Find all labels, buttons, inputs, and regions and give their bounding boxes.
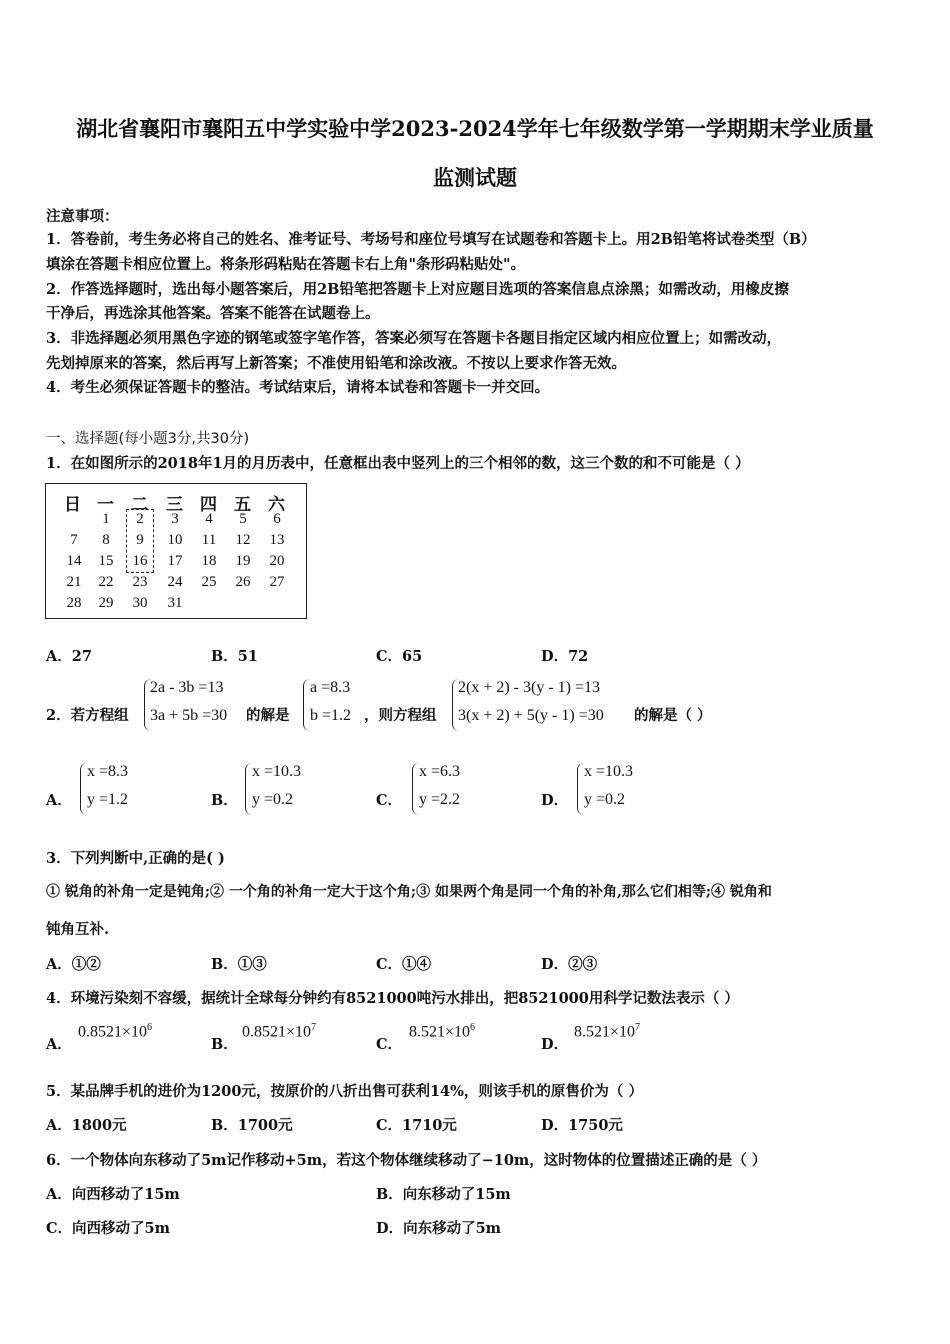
calendar-day: 14 (66, 553, 82, 569)
q1-stem: 1．在如图所示的2018年1月的月历表中，任意框出表中竖列上的三个相邻的数，这三个数的和不可能是（ ） (46, 455, 750, 472)
q2-text: ，则方程组 (364, 707, 437, 724)
q2-equation: b =1.2 (310, 707, 352, 724)
q2-option-label: C． (376, 792, 403, 809)
q2-option-label: D． (541, 792, 569, 809)
notice-line: 干净后，再选涂其他答案。答案不能答在试题卷上。 (46, 305, 380, 322)
q2-equation: 3(x + 2) + 5(y - 1) =30 (458, 707, 604, 724)
q4-option-label: B． (211, 1036, 238, 1053)
calendar-day: 7 (70, 532, 78, 548)
q5-option-d: D．1750元 (541, 1117, 623, 1134)
calendar-day: 8 (102, 532, 110, 548)
notice-heading: 注意事项： (46, 209, 119, 225)
q6-option-c: C．向西移动了5m (46, 1220, 170, 1237)
calendar-day: 23 (132, 574, 148, 590)
q2-option-d: x =10.3 (584, 763, 634, 780)
q3-option-d: D．②③ (541, 956, 598, 973)
q2-option-a: y =1.2 (87, 791, 129, 808)
calendar-day: 4 (205, 511, 213, 527)
q4-option-a: $0.8521\times 10^6$ (78, 1022, 153, 1041)
calendar-day: 30 (132, 595, 148, 611)
calendar-day: 27 (269, 574, 285, 590)
calendar-day: 13 (269, 532, 285, 548)
calendar-day: 9 (136, 532, 144, 548)
calendar-day: 1 (102, 511, 110, 527)
q4-option-b: $0.8521\times 10^7$ (242, 1022, 317, 1041)
q2-option-label: A． (46, 792, 72, 809)
notice-line: 先划掉原来的答案，然后再写上新答案；不准使用铅笔和涂改液。不按以上要求作答无效。 (46, 355, 626, 372)
calendar-header: 二 (131, 495, 148, 515)
calendar-day: 26 (235, 574, 251, 590)
q5-option-b: B．1700元 (211, 1117, 293, 1134)
q4-option-label: C． (376, 1036, 403, 1053)
calendar-day: 19 (235, 553, 251, 569)
calendar-day: 10 (167, 532, 183, 548)
q2-option-label: B． (211, 792, 238, 809)
q6-option-d: D．向东移动了5m (376, 1220, 502, 1237)
q4-option-label: A． (46, 1036, 72, 1053)
notice-line: 4．考生必须保证答题卡的整洁。考试结束后，请将本试卷和答题卡一并交回。 (46, 379, 550, 396)
q2-option-d: y =0.2 (584, 791, 626, 808)
calendar-day: 29 (98, 595, 114, 611)
q2-prefix: 2．若方程组 (46, 707, 129, 724)
calendar-day: 17 (167, 553, 183, 569)
q2-equation: 2a - 3b =13 (150, 679, 224, 696)
q3-stem: 3．下列判断中,正确的是( ) (46, 850, 225, 867)
calendar-day: 15 (98, 553, 114, 569)
q2-equation: a =8.3 (310, 679, 351, 696)
q4-option-label: D． (541, 1036, 569, 1053)
calendar-day: 12 (235, 532, 251, 548)
calendar-day: 24 (167, 574, 183, 590)
calendar-day: 25 (201, 574, 217, 590)
calendar-day: 18 (201, 553, 217, 569)
calendar-day: 11 (201, 532, 217, 548)
calendar-header: 一 (97, 495, 114, 515)
q2-option-c: y =2.2 (419, 791, 461, 808)
q2-option-c: x =6.3 (419, 763, 461, 780)
q2-option-a: x =8.3 (87, 763, 129, 780)
q1-option-a: A．27 (46, 648, 92, 665)
notice-line: 1．答卷前，考生务必将自己的姓名、准考证号、考场号和座位号填写在试题卷和答题卡上。用2B铅笔将试卷类型（B） (46, 231, 816, 248)
q4-stem: 4．环境污染刻不容缓，据统计全球每分钟约有8521000吨污水排出，把8521000用科学记数法表示（ ） (46, 990, 739, 1007)
q1-option-d: D．72 (541, 648, 589, 665)
calendar-header: 六 (268, 495, 285, 515)
notice-line: 3．非选择题必须用黑色字迹的钢笔或签字笔作答，答案必须写在答题卡各题目指定区域内相应位置上；如需改动， (46, 330, 782, 347)
q3-option-a: A．①② (46, 956, 101, 973)
calendar-day: 28 (66, 595, 82, 611)
calendar-day: 20 (269, 553, 285, 569)
calendar-day: 22 (98, 574, 114, 590)
q5-option-c: C．1710元 (376, 1117, 457, 1134)
q4-option-d: $8.521\times 10^7$ (574, 1022, 641, 1041)
q2-suffix: 的解是（ ） (634, 707, 712, 724)
calendar-day: 3 (171, 511, 179, 527)
q6-stem: 6．一个物体向东移动了5m记作移动+5m，若这个物体继续移动了−10m，这时物体的位置描述正确的是（ ） (46, 1152, 767, 1169)
section-heading: 一、选择题(每小题3分,共30分) (46, 431, 250, 447)
notice-line: 填涂在答题卡相应位置上。将条形码粘贴在答题卡右上角"条形码粘贴处"。 (46, 256, 526, 273)
q3-statements: 钝角互补. (46, 921, 110, 938)
notice-line: 2．作答选择题时，选出每小题答案后，用2B铅笔把答题卡上对应题目选项的答案信息点涂黑；如需改动，用橡皮擦 (46, 281, 789, 298)
calendar-header: 四 (200, 495, 217, 515)
calendar-header: 日 (64, 495, 81, 515)
q5-stem: 5．某品牌手机的进价为1200元，按原价的八折出售可获利14%，则该手机的原售价为（ ） (46, 1083, 643, 1100)
exam-title-line1: 湖北省襄阳市襄阳五中学实验中学2023-2024学年七年级数学第一学期期末学业质量 (76, 116, 874, 141)
q2-option-b: x =10.3 (252, 763, 302, 780)
q4-option-c: $8.521\times 10^6$ (409, 1022, 476, 1041)
q2-text: 的解是 (246, 707, 290, 724)
q2-equation: 2(x + 2) - 3(y - 1) =13 (458, 679, 601, 696)
calendar-day: 6 (273, 511, 281, 527)
q5-option-a: A．1800元 (46, 1117, 127, 1134)
q1-option-c: C．65 (376, 648, 423, 665)
q2-equation: 3a + 5b =30 (150, 707, 228, 724)
calendar-day: 31 (167, 595, 183, 611)
calendar-day: 16 (132, 553, 148, 569)
calendar-figure (45, 483, 307, 619)
calendar-day: 2 (136, 511, 144, 527)
exam-title-line2: 监测试题 (433, 165, 517, 190)
q1-option-b: B．51 (211, 648, 258, 665)
q6-option-b: B．向东移动了15m (376, 1186, 511, 1203)
q3-option-c: C．①④ (376, 956, 432, 973)
calendar-header: 三 (166, 495, 183, 515)
calendar-day: 5 (239, 511, 247, 527)
q6-option-a: A．向西移动了15m (46, 1186, 180, 1203)
q3-statements: ① 锐角的补角一定是钝角;② 一个角的补角一定大于这个角;③ 如果两个角是同一个角的补角,那么它们相等;④ 锐角和 (46, 884, 772, 900)
q3-option-b: B．①③ (211, 956, 267, 973)
q2-option-b: y =0.2 (252, 791, 294, 808)
calendar-day: 21 (66, 574, 82, 590)
calendar-header: 五 (234, 495, 251, 515)
